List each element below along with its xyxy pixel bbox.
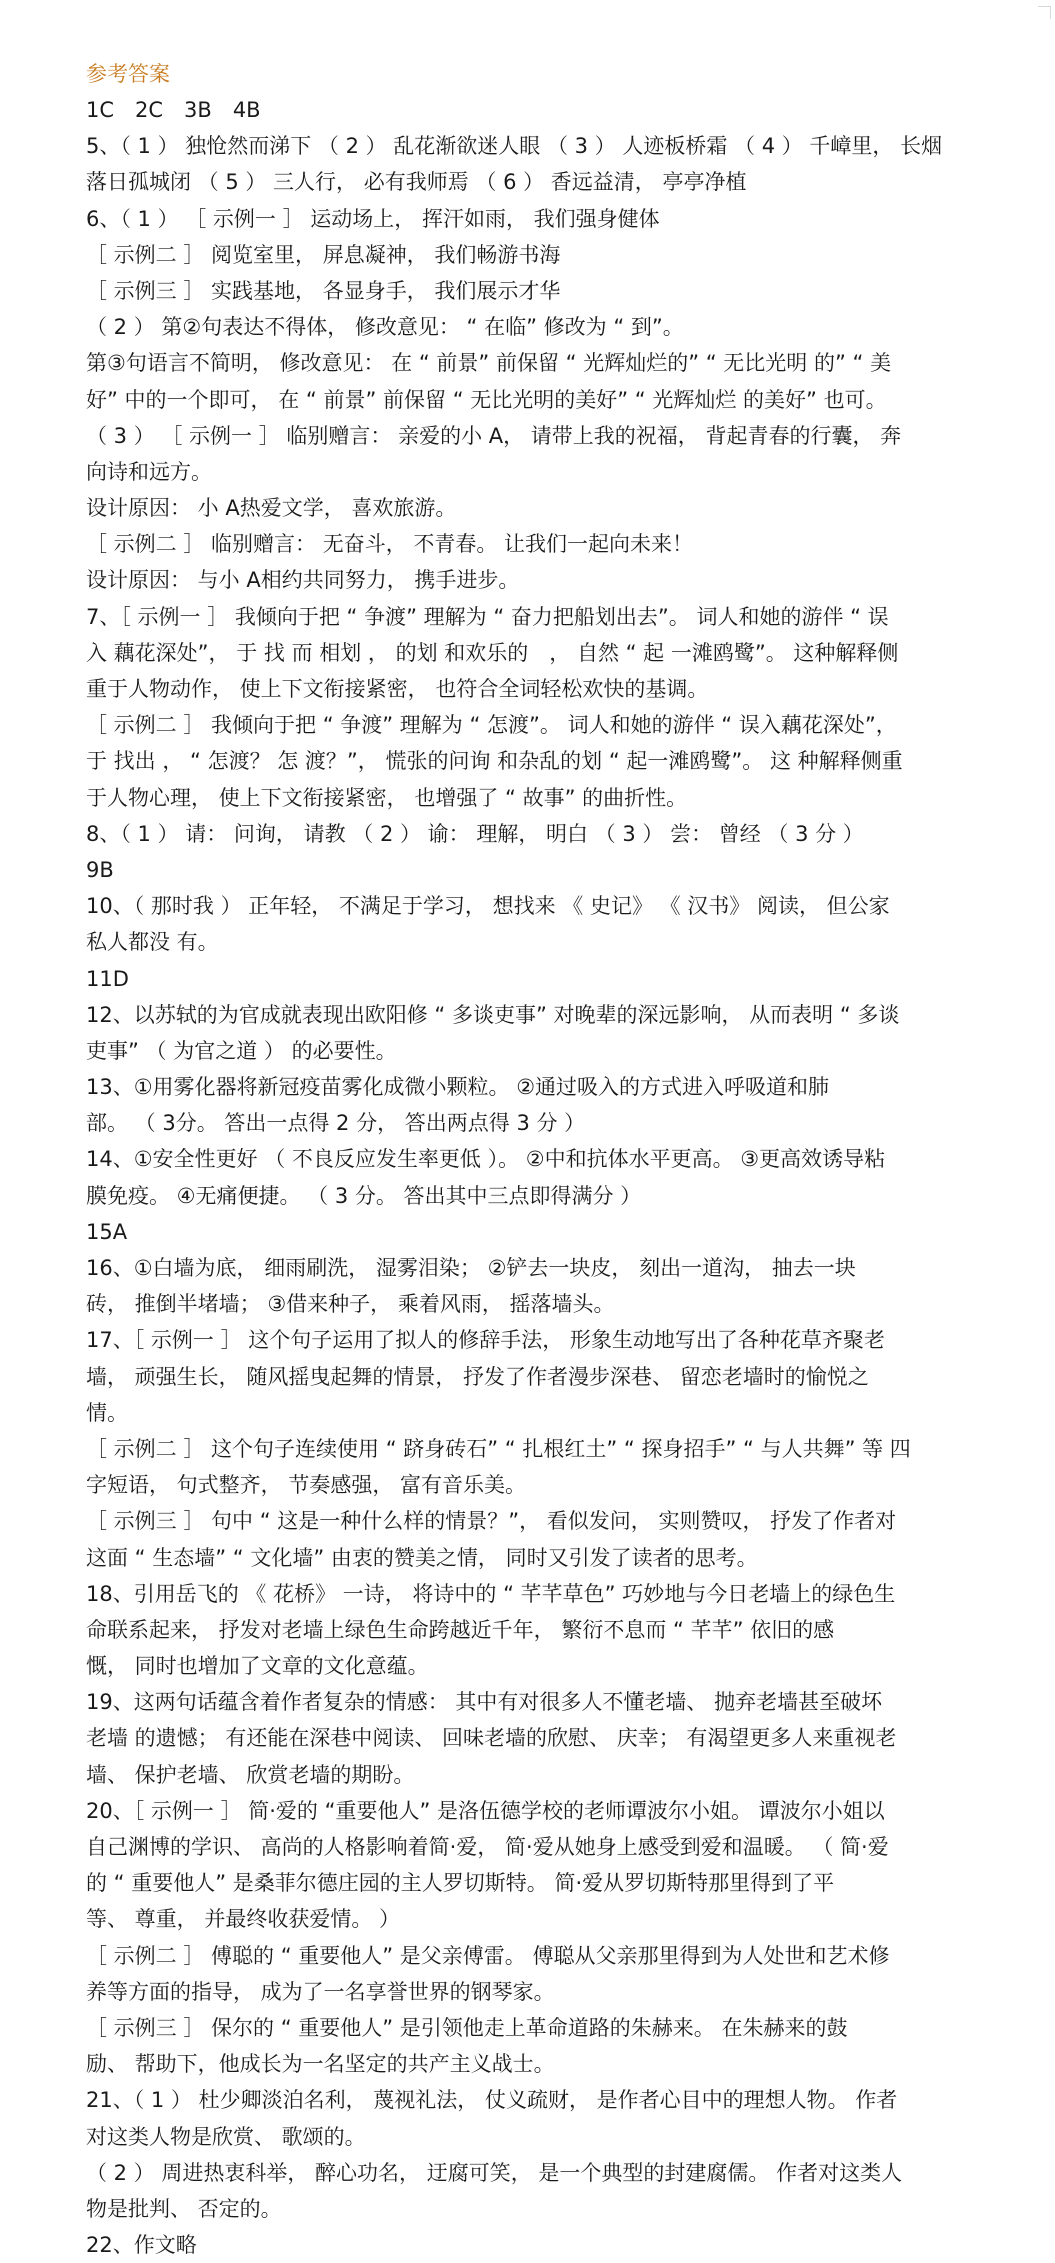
answer-line: ［ 示例二 ］ 阅览室里， 屏息凝神， 我们畅游书海 — [86, 242, 561, 267]
answer-line: 19、这两句话蕴含着作者复杂的情感： 其中有对很多人不懂老墙、 抛弃老墙甚至破坏 — [86, 1690, 883, 1715]
answer-line: 16、①白墙为底， 细雨刷洗， 湿雾泪染； ②铲去一块皮， 刻出一道沟， 抽去一块 — [86, 1256, 856, 1280]
answer-line: 老墙 的遗憾； 有还能在深巷中阅读、 回味老墙的欣慰、 庆幸； 有渴望更多人来重视老 — [86, 1726, 897, 1751]
answer-line: 5、（ 1 ） 独怆然而涕下 （ 2 ） 乱花渐欲迷人眼 （ 3 ） 人迹板桥霜 （ 4 ） 千嶂里， 长烟 — [86, 134, 943, 159]
answer-line: 向诗和远方。 — [86, 459, 212, 484]
answer-line: ［ 示例三 ］ 实践基地， 各显身手， 我们展示才华 — [86, 278, 561, 303]
answer-line: 物是批判、 否定的。 — [86, 2196, 282, 2221]
answer-line: 21、（ 1 ） 杜少卿淡泊名利， 蔑视礼法， 仗义疏财， 是作者心目中的理想人物。 作者 — [86, 2088, 898, 2113]
answer-line: 的 “ 重要他人” 是桑菲尔德庄园的主人罗切斯特。 简·爱从罗切斯特那里得到了平 — [86, 1871, 835, 1896]
answer-line: 砖， 推倒半堵墙； ③借来种子， 乘着风雨， 摇落墙头。 — [86, 1292, 615, 1317]
answer-line: 12、以苏轼的为官成就表现出欧阳修 “ 多谈吏事” 对晚辈的深远影响， 从而表明 “ 多谈 — [86, 1002, 900, 1027]
answer-line: 13、①用雾化器将新冠疫苗雾化成微小颗粒。 ②通过吸入的方式进入呼吸道和肺 — [86, 1075, 830, 1100]
answer-line: 命联系起来， 抒发对老墙上绿色生命跨越近千年， 繁衍不息而 “ 芊芊” 依旧的感 — [86, 1617, 835, 1642]
answer-line: 于人物心理， 使上下文衔接紧密， 也增强了 “ 故事” 的曲折性。 — [86, 785, 688, 810]
answer-line: 22、作文略 — [86, 2233, 197, 2258]
answer-line: 自己渊博的学识、 高尚的人格影响着简·爱， 简·爱从她身上感受到爱和温暖。 （ 简·爱 — [86, 1835, 889, 1859]
answer-line: 墙、 保护老墙、 欣赏老墙的期盼。 — [86, 1762, 415, 1787]
answer-line: 1C 2C 3B 4B — [86, 98, 261, 122]
answer-line: 设计原因： 与小 A相约共同努力， 携手进步。 — [86, 568, 520, 593]
answer-document — [86, 56, 1006, 2263]
answer-line: 10、（ 那时我 ） 正年轻， 不满足于学习， 想找来 《 史记》 《 汉书》 阅读， 但公家 — [86, 894, 890, 919]
answer-line: 落日孤城闭 （ 5 ） 三人行， 必有我师焉 （ 6 ） 香远益清， 亭亭净植 — [86, 170, 747, 195]
answer-line: ［ 示例二 ］ 傅聪的 “ 重要他人” 是父亲傅雷。 傅聪从父亲那里得到为人处世和艺术修 — [86, 1943, 890, 1968]
answer-line: 15A — [86, 1219, 128, 1244]
section-heading: 参考答案 — [86, 62, 170, 86]
answer-line: 17、［ 示例一 ］ 这个句子运用了拟人的修辞手法， 形象生动地写出了各种花草齐聚老 — [86, 1328, 885, 1353]
answer-line: 励、 帮助下，他成长为一名坚定的共产主义战士。 — [86, 2052, 555, 2077]
answer-line: ［ 示例二 ］ 临别赠言： 无奋斗， 不青春。 让我们一起向未来！ — [86, 532, 694, 557]
answer-line: 14、①安全性更好 （ 不良反应发生率更低 ）。 ②中和抗体水平更高。 ③更高效诱导粘 — [86, 1147, 886, 1172]
answer-line: 6、（ 1 ） ［ 示例一 ］ 运动场上， 挥汗如雨， 我们强身健体 — [86, 206, 660, 231]
answer-line: （ 2 ） 周进热衷科举， 醉心功名， 迂腐可笑， 是一个典型的封建腐儒。 作者对这类人 — [86, 2160, 903, 2185]
answer-line: 养等方面的指导， 成为了一名享誉世界的钢琴家。 — [86, 1979, 555, 2004]
answer-line: 8、（ 1 ） 请： 问询， 请教 （ 2 ） 谕： 理解， 明白 （ 3 ） 尝： 曾经 （ 3 分 ） — [86, 821, 864, 846]
answer-line: 20、［ 示例一 ］ 简·爱的 “重要他人” 是洛伍德学校的老师谭波尔小姐。 谭波尔小姐以 — [86, 1798, 885, 1823]
answer-line: 7、［ 示例一 ］ 我倾向于把 “ 争渡” 理解为 “ 奋力把船划出去”。 词人和她的游伴 “ 误 — [86, 604, 889, 629]
answer-line: 11D — [86, 966, 129, 991]
answer-line: 部。 （ 3分。 答出一点得 2 分， 答出两点得 3 分 ） — [86, 1111, 586, 1136]
answer-line: 吏事” （ 为官之道 ） 的必要性。 — [86, 1038, 397, 1063]
answer-line: 入 藕花深处”， 于 找 而 相划 ， 的划 和欢乐的 ， 自然 “ 起 一滩鸥鹭”。 这种解释侧 — [86, 640, 899, 665]
answer-line: 18、引用岳飞的 《 花桥》 一诗， 将诗中的 “ 芊芊草色” 巧妙地与今日老墙上的绿色生 — [86, 1581, 896, 1606]
answer-line: ［ 示例二 ］ 我倾向于把 “ 争渡” 理解为 “ 怎渡”。 词人和她的游伴 “ 误入藕花深处”， — [86, 713, 897, 738]
answer-line: 私人都没 有。 — [86, 930, 219, 955]
answer-line: （ 2 ） 第②句表达不得体， 修改意见： “ 在临” 修改为 “ 到”。 — [86, 315, 684, 340]
answer-line: 好” 中的一个即可， 在 “ 前景” 前保留 “ 无比光明的美好” “ 光辉灿烂 的美好” 也可。 — [86, 387, 887, 412]
answer-line: ［ 示例二 ］ 这个句子连续使用 “ 跻身砖石” “ 扎根红土” “ 探身招手” “ 与人共舞” 等 四 — [86, 1436, 911, 1461]
answer-line: 于 找出 ， “ 怎渡？ 怎 渡？”， 慌张的问询 和杂乱的划 “ 起一滩鸥鹭”。 这 种解释侧重 — [86, 749, 903, 774]
answer-line: 慨， 同时也增加了文章的文化意蕴。 — [86, 1654, 429, 1679]
answer-line: 9B — [86, 857, 114, 882]
answer-line: 情。 — [86, 1400, 128, 1425]
answer-line: ［ 示例三 ］ 句中 “ 这是一种什么样的情景？”， 看似发问， 实则赞叹， 抒发了作者对 — [86, 1509, 897, 1534]
answer-line: 等、 尊重， 并最终收获爱情。 ） — [86, 1907, 401, 1932]
answer-line: 字短语， 句式整齐， 节奏感强， 富有音乐美。 — [86, 1473, 527, 1498]
page-corner-mark — [1038, 6, 1051, 19]
answer-line: 第③句语言不简明， 修改意见： 在 “ 前景” 前保留 “ 光辉灿烂的” “ 无比光明 的” “ 美 — [86, 351, 892, 376]
answer-line: 重于人物动作， 使上下文衔接紧密， 也符合全词轻松欢快的基调。 — [86, 677, 709, 701]
answer-line: 设计原因： 小 A热爱文学， 喜欢旅游。 — [86, 496, 457, 521]
answer-line: （ 3 ） ［ 示例一 ］ 临别赠言： 亲爱的小 A， 请带上我的祝福， 背起青春的行囊， 奔 — [86, 423, 902, 448]
answer-line: 这面 “ 生态墙” “ 文化墙” 由衷的赞美之情， 同时又引发了读者的思考。 — [86, 1545, 758, 1570]
answer-lines — [86, 92, 1006, 2263]
answer-line: 膜免疫。 ④无痛便捷。 （ 3 分。 答出其中三点即得满分 ） — [86, 1183, 642, 1208]
answer-line: 墙， 顽强生长， 随风摇曳起舞的情景， 抒发了作者漫步深巷、 留恋老墙时的愉悦之 — [86, 1364, 869, 1389]
answer-line: ［ 示例三 ］ 保尔的 “ 重要他人” 是引领他走上革命道路的朱赫来。 在朱赫来的鼓 — [86, 2015, 848, 2040]
answer-line: 对这类人物是欣赏、 歌颂的。 — [86, 2124, 366, 2149]
